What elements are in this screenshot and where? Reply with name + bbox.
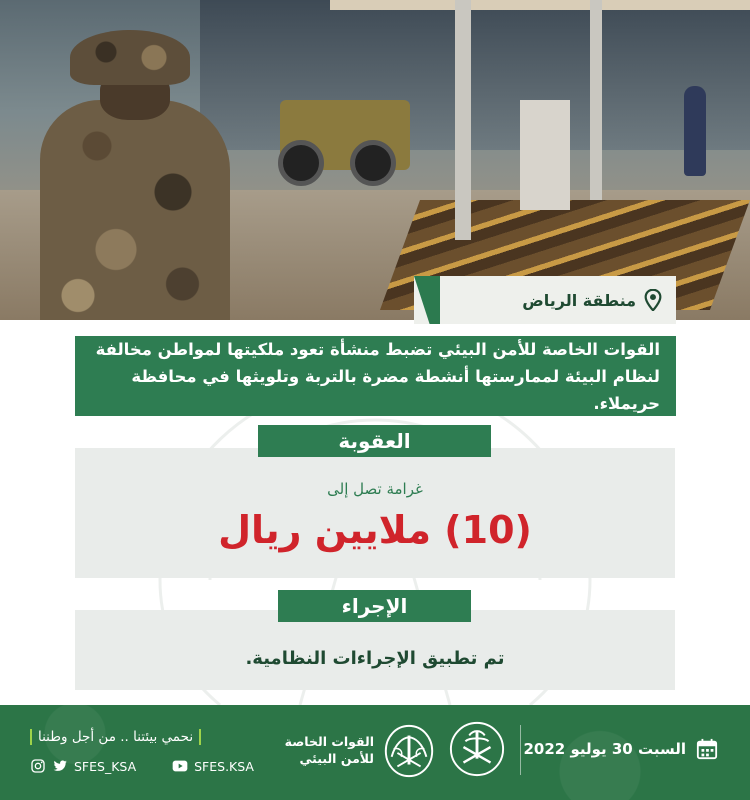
location-label: منطقة الرياض <box>522 290 636 310</box>
slogan-bar <box>199 729 201 745</box>
photo-pillar <box>455 0 471 240</box>
org-name-line1: القوات الخاصة <box>284 734 374 749</box>
action-text: تم تطبيق الإجراءات النظامية. <box>245 648 505 669</box>
social-handle-2: SFES.KSA <box>194 758 254 774</box>
social-group-instagram-twitter[interactable] <box>30 758 136 774</box>
photo-wheel <box>278 140 324 186</box>
map-pin-icon <box>644 289 662 311</box>
twitter-icon[interactable] <box>52 758 68 774</box>
fine-amount: (10) ملايين ريال <box>218 508 532 552</box>
headline-box <box>75 336 676 416</box>
photo-worker <box>684 86 706 176</box>
calendar-icon <box>696 738 718 760</box>
social-links <box>30 758 254 774</box>
org-name <box>282 733 374 767</box>
saudi-emblem-icon <box>448 720 506 778</box>
social-group-youtube[interactable] <box>172 758 254 774</box>
instagram-icon[interactable] <box>30 758 46 774</box>
org-name-line2: للأمن البيئي <box>299 751 374 766</box>
headline-text: القوات الخاصة للأمن البيئي تضبط منشأة تعود ملكيتها لمواطن مخالفة لنظام البيئة لممارستها أنشطة مضرة بالتربة وتلويثها في محافظة حريملاء. <box>95 339 660 413</box>
header-photo <box>0 0 750 320</box>
location-badge <box>414 276 676 324</box>
slogan-text: نحمي بيئتنا .. من أجل وطننا <box>38 729 194 745</box>
action-heading: الإجراء <box>278 590 471 622</box>
footer-divider <box>520 725 521 775</box>
date-block <box>523 738 718 760</box>
slogan-bar <box>30 729 32 745</box>
slogan <box>30 729 201 745</box>
photo-block <box>520 100 570 210</box>
youtube-icon[interactable] <box>172 758 188 774</box>
social-handle-1: SFES_KSA <box>74 758 137 774</box>
photo-soldier <box>40 30 230 320</box>
fine-prefix: غرامة تصل إلى <box>327 480 423 498</box>
date-text: السبت 30 يوليو 2022 <box>523 740 686 758</box>
photo-wheel <box>350 140 396 186</box>
sfes-emblem-icon <box>380 722 438 780</box>
photo-beam <box>330 0 750 10</box>
photo-pillar <box>590 0 602 200</box>
penalty-heading: العقوبة <box>258 425 491 457</box>
